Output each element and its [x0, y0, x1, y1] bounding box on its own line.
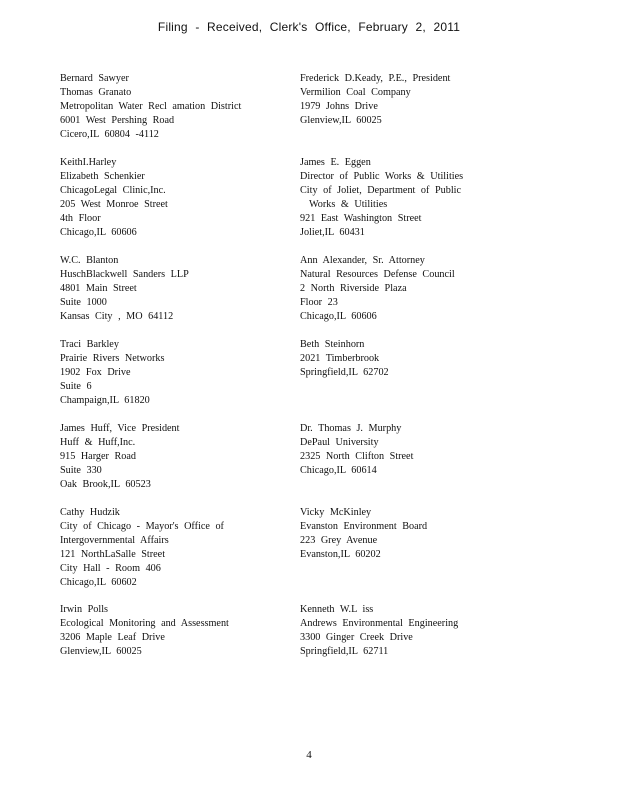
address-entry: [300, 254, 590, 324]
address-line: Kenneth W.L iss: [300, 604, 374, 615]
address-line: 3300 Ginger Creek Drive: [300, 632, 413, 643]
address-line: Dr. Thomas J. Murphy: [300, 423, 402, 434]
address-line: Springfield,IL 62702: [300, 367, 389, 378]
address-line: Evanston,IL 60202: [300, 549, 381, 560]
address-line: James E. Eggen: [300, 157, 371, 168]
address-line: Beth Steinhorn: [300, 339, 365, 350]
address-entry: [300, 506, 590, 562]
address-line: Traci Barkley: [60, 339, 119, 350]
address-line: Bernard Sawyer: [60, 73, 129, 84]
address-line: W.C. Blanton: [60, 255, 119, 266]
address-line: City of Joliet, Department of Public: [300, 185, 461, 196]
address-line: City of Chicago - Mayor's Office of: [60, 521, 224, 532]
address-entry: [60, 603, 310, 659]
address-line: Ann Alexander, Sr. Attorney: [300, 255, 425, 266]
address-line: DePaul University: [300, 437, 379, 448]
address-line: HuschBlackwell Sanders LLP: [60, 269, 189, 280]
address-entry: [300, 72, 590, 128]
address-line: Springfield,IL 62711: [300, 646, 389, 657]
address-line: 205 West Monroe Street: [60, 199, 168, 210]
address-line: Joliet,IL 60431: [300, 227, 365, 238]
address-line: 4th Floor: [60, 213, 101, 224]
address-line: Works & Utilities: [309, 199, 388, 210]
address-line: Metropolitan Water Recl amation District: [60, 101, 242, 112]
address-line: Thomas Granato: [60, 87, 132, 98]
address-line: 2325 North Clifton Street: [300, 451, 414, 462]
address-line: James Huff, Vice President: [60, 423, 180, 434]
address-line: Vicky McKinley: [300, 507, 372, 518]
address-line: Ecological Monitoring and Assessment: [60, 618, 229, 629]
address-entry: [60, 422, 310, 492]
address-line: Frederick D.Keady, P.E., President: [300, 73, 451, 84]
address-line: Director of Public Works & Utilities: [300, 171, 464, 182]
address-line: 4801 Main Street: [60, 283, 137, 294]
address-line: Chicago,IL 60606: [60, 227, 137, 238]
address-entry: [300, 422, 590, 478]
address-entry: [300, 603, 590, 659]
address-line: Prairie Rivers Networks: [60, 353, 165, 364]
page-number: 4: [306, 749, 312, 761]
address-entry: [300, 156, 590, 240]
address-line: KeithI.Harley: [60, 157, 117, 168]
address-line: Chicago,IL 60606: [300, 311, 377, 322]
address-line: Floor 23: [300, 297, 338, 308]
address-entry: [60, 338, 310, 408]
address-line: City Hall - Room 406: [60, 563, 161, 574]
address-line: 6001 West Pershing Road: [60, 115, 175, 126]
page-header: Filing - Received, Clerk's Office, February 2, 2011: [157, 20, 461, 34]
address-entry: [60, 506, 310, 590]
address-line: ChicagoLegal Clinic,Inc.: [60, 185, 166, 196]
address-line: Intergovernmental Affairs: [60, 535, 169, 546]
address-line: Oak Brook,IL 60523: [60, 479, 151, 490]
address-line: Elizabeth Schenkier: [60, 171, 145, 182]
address-line: Glenview,IL 60025: [60, 646, 142, 657]
address-line: Champaign,IL 61820: [60, 395, 150, 406]
address-line: Huff & Huff,Inc.: [60, 437, 136, 448]
address-line: 2 North Riverside Plaza: [300, 283, 407, 294]
address-entry: [60, 254, 310, 324]
address-line: Evanston Environment Board: [300, 521, 428, 532]
address-line: 223 Grey Avenue: [300, 535, 378, 546]
address-line: Andrews Environmental Engineering: [300, 618, 459, 629]
address-line: Cicero,IL 60804 -4112: [60, 129, 159, 140]
address-line: 921 East Washington Street: [300, 213, 422, 224]
address-line: 915 Harger Road: [60, 451, 136, 462]
address-entry: [300, 338, 590, 380]
address-line: Suite 1000: [60, 297, 107, 308]
address-line: Chicago,IL 60602: [60, 577, 137, 588]
address-entry: [60, 72, 310, 142]
address-line: Glenview,IL 60025: [300, 115, 382, 126]
address-line: Vermilion Coal Company: [300, 87, 411, 98]
address-line: 121 NorthLaSalle Street: [60, 549, 166, 560]
address-line: 1902 Fox Drive: [60, 367, 131, 378]
address-line: 2021 Timberbrook: [300, 353, 380, 364]
address-line: 3206 Maple Leaf Drive: [60, 632, 165, 643]
address-line: Cathy Hudzik: [60, 507, 120, 518]
address-line: 1979 Johns Drive: [300, 101, 378, 112]
address-entry: [60, 156, 310, 240]
address-line: Kansas City , MO 64112: [60, 311, 174, 322]
address-line: Natural Resources Defense Council: [300, 269, 455, 280]
address-line: Irwin Polls: [60, 604, 108, 615]
address-line: Chicago,IL 60614: [300, 465, 377, 476]
address-line: Suite 6: [60, 381, 92, 392]
address-line: Suite 330: [60, 465, 102, 476]
